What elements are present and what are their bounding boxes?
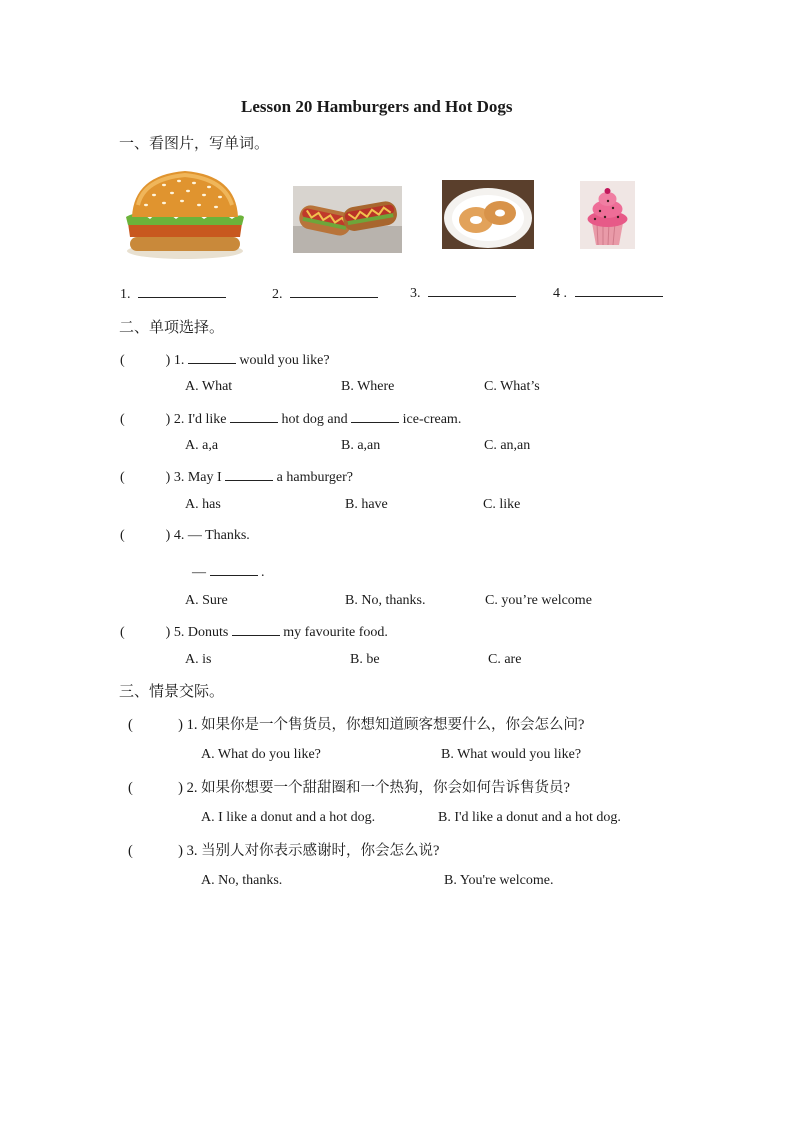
option-b[interactable]: B. No, thanks. bbox=[345, 593, 426, 608]
cupcake-image bbox=[580, 181, 635, 249]
mc-question-1 bbox=[120, 350, 330, 369]
hamburger-image bbox=[124, 165, 246, 261]
page-title: Lesson 20 Hamburgers and Hot Dogs bbox=[241, 97, 513, 116]
question-text: ice-cream. bbox=[402, 412, 462, 427]
option-b[interactable]: B. What would you like? bbox=[441, 747, 582, 762]
answer-3[interactable] bbox=[410, 283, 516, 302]
option-c[interactable]: C. an,an bbox=[484, 438, 531, 453]
question-text: my favourite food. bbox=[283, 625, 388, 640]
answer-paren-close: ) bbox=[178, 843, 183, 859]
answer-paren-close: ) bbox=[165, 528, 171, 543]
fill-blank[interactable] bbox=[230, 409, 278, 423]
answer-paren-close: ) bbox=[178, 717, 183, 733]
reply-line bbox=[192, 562, 265, 581]
answer-paren-open: ( bbox=[128, 843, 133, 859]
answer-1-blank[interactable] bbox=[138, 284, 226, 298]
option-b[interactable]: B. have bbox=[345, 497, 388, 512]
situation-question-2 bbox=[128, 776, 570, 797]
answer-3-blank[interactable] bbox=[428, 283, 516, 297]
fill-blank[interactable] bbox=[210, 562, 258, 576]
mc-question-4 bbox=[120, 528, 250, 544]
answer-2-blank[interactable] bbox=[290, 284, 378, 298]
answer-paren-close: ) bbox=[165, 353, 171, 368]
answer-paren-open: ( bbox=[120, 528, 125, 543]
fill-blank[interactable] bbox=[225, 467, 273, 481]
option-a[interactable]: A. No, thanks. bbox=[201, 873, 283, 888]
answer-paren-open: ( bbox=[128, 717, 133, 733]
option-b[interactable]: B. be bbox=[350, 652, 380, 667]
option-c[interactable]: C. you’re welcome bbox=[485, 593, 592, 608]
question-text: a hamburger? bbox=[276, 470, 353, 485]
answer-paren-open: ( bbox=[120, 412, 125, 427]
mc-question-2 bbox=[120, 409, 461, 428]
option-b[interactable]: B. I'd like a donut and a hot dog. bbox=[438, 810, 621, 825]
question-text: 1. bbox=[173, 353, 185, 368]
section-heading-1: 一、看图片，写单词。 bbox=[119, 136, 270, 152]
answer-paren-open: ( bbox=[120, 470, 125, 485]
option-a[interactable]: A. has bbox=[185, 497, 221, 512]
question-text: hot dog and bbox=[281, 412, 348, 427]
donut-image bbox=[442, 180, 534, 249]
option-a[interactable]: A. Sure bbox=[185, 593, 228, 608]
option-c[interactable]: C. What’s bbox=[484, 379, 540, 394]
question-text: 1. 如果你是一个售货员，你想知道顾客想要什么，你会怎么问? bbox=[186, 717, 585, 733]
question-text: 5. Donuts bbox=[173, 625, 229, 640]
reply-period: . bbox=[261, 565, 265, 580]
answer-2-label: 2. bbox=[272, 287, 283, 302]
option-a[interactable]: A. is bbox=[185, 652, 212, 667]
answer-paren-close: ) bbox=[165, 412, 171, 427]
answer-paren-open: ( bbox=[120, 353, 125, 368]
answer-4-label: 4 . bbox=[553, 286, 567, 301]
situation-question-1 bbox=[128, 713, 585, 734]
mc-question-5 bbox=[120, 622, 388, 641]
answer-1-label: 1. bbox=[120, 287, 131, 302]
answer-4-blank[interactable] bbox=[575, 283, 663, 297]
answer-2[interactable] bbox=[272, 284, 378, 303]
answer-paren-open: ( bbox=[128, 780, 133, 796]
answer-4[interactable] bbox=[553, 283, 663, 302]
section-heading-2: 二、单项选择。 bbox=[119, 320, 225, 336]
option-b[interactable]: B. Where bbox=[341, 379, 395, 394]
answer-paren-open: ( bbox=[120, 625, 125, 640]
question-text: 4. — Thanks. bbox=[173, 528, 250, 543]
option-a[interactable]: A. What do you like? bbox=[201, 747, 321, 762]
question-text: 2. 如果你想要一个甜甜圈和一个热狗，你会如何告诉售货员? bbox=[186, 780, 570, 796]
fill-blank[interactable] bbox=[232, 622, 280, 636]
answer-3-label: 3. bbox=[410, 286, 421, 301]
question-text: 3. 当别人对你表示感谢时，你会怎么说? bbox=[186, 843, 440, 859]
question-text: 2. I'd like bbox=[173, 412, 227, 427]
answer-paren-close: ) bbox=[178, 780, 183, 796]
option-c[interactable]: C. are bbox=[488, 652, 522, 667]
option-c[interactable]: C. like bbox=[483, 497, 521, 512]
option-b[interactable]: B. You're welcome. bbox=[444, 873, 554, 888]
section-heading-3: 三、情景交际。 bbox=[119, 684, 225, 700]
fill-blank[interactable] bbox=[188, 350, 236, 364]
question-text: would you like? bbox=[239, 353, 330, 368]
answer-1[interactable] bbox=[120, 284, 226, 303]
answer-paren-close: ) bbox=[165, 470, 171, 485]
question-text: 3. May I bbox=[173, 470, 222, 485]
mc-question-3 bbox=[120, 467, 353, 486]
option-a[interactable]: A. a,a bbox=[185, 438, 219, 453]
fill-blank[interactable] bbox=[351, 409, 399, 423]
option-a[interactable]: A. I like a donut and a hot dog. bbox=[201, 810, 376, 825]
reply-dash: — bbox=[192, 565, 206, 580]
option-a[interactable]: A. What bbox=[185, 379, 233, 394]
option-b[interactable]: B. a,an bbox=[341, 438, 381, 453]
situation-question-3 bbox=[128, 839, 440, 860]
hot-dog-image bbox=[293, 186, 402, 253]
answer-paren-close: ) bbox=[165, 625, 171, 640]
